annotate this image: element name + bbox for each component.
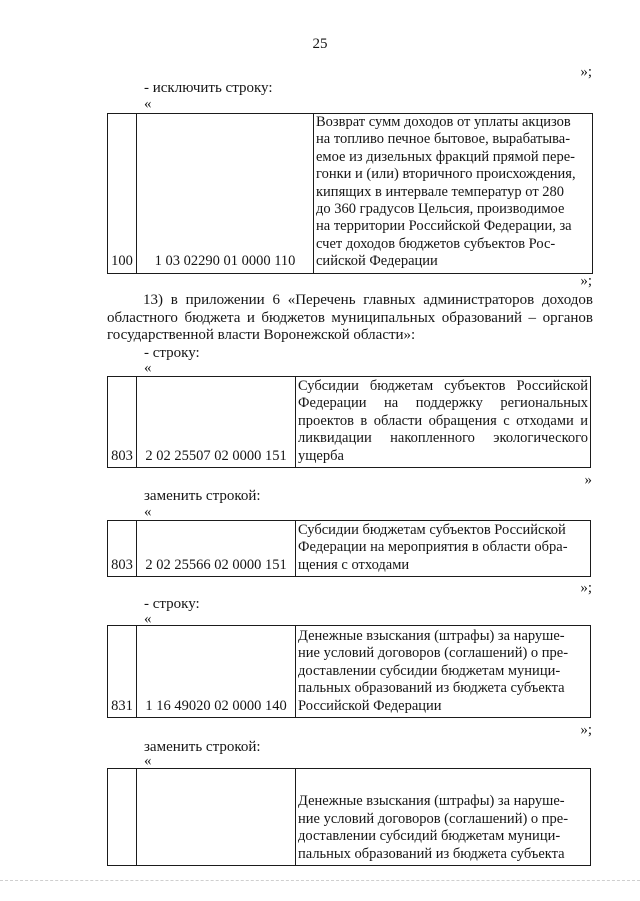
income-name-cell	[296, 521, 591, 577]
cell-text-line: пальных образований из бюджета субъекта	[298, 845, 565, 862]
cell-text-line: проектов в области обращения с отходами и	[298, 412, 588, 429]
cell-text-line: Денежные взыскания (штрафы) за наруше-	[298, 793, 565, 810]
admin-code-cell: 803	[108, 377, 137, 468]
cell-text-line: щения с отходами	[298, 556, 410, 573]
paragraph-line: 13) в приложении 6 «Перечень главных администраторов доходов	[143, 292, 593, 308]
cell-text-line: Федерации на поддержку региональных	[298, 395, 588, 412]
admin-code-cell: 100	[108, 114, 137, 274]
cell-text-line: ние условий договоров (соглашений) о пре-	[298, 645, 569, 662]
cell-text-line: Возврат сумм доходов от уплаты акцизов	[316, 114, 571, 130]
closing-quote: »;	[580, 722, 592, 738]
cell-text-line: счет доходов бюджетов субъектов Рос-	[316, 235, 556, 252]
cell-text-line: Денежные взыскания (штрафы) за наруше-	[298, 627, 565, 644]
line-label: - строку:	[144, 345, 200, 361]
cell-text-line: доставлении субсидий бюджетам муници-	[298, 828, 561, 845]
cell-text-line: пальных образований из бюджета субъекта	[298, 680, 565, 697]
kbk-code-cell: 1 16 49020 02 0000 140	[137, 626, 296, 718]
opening-quote: «	[144, 753, 152, 769]
opening-quote: «	[144, 360, 152, 376]
cell-text-line: Субсидии бюджетам субъектов Российской	[298, 521, 566, 538]
scan-edge-divider	[0, 880, 640, 881]
cell-text-line: доставлении субсидии бюджетам муници-	[298, 662, 561, 679]
income-name-cell	[314, 114, 593, 274]
replace-line-label: заменить строкой:	[144, 739, 261, 755]
kbk-code-cell: 2 02 25566 02 0000 151	[137, 521, 296, 577]
paragraph-line: областного бюджета и бюджетов муниципальных образований – органов	[107, 309, 593, 326]
cell-text-line: Федерации на мероприятия в области обра-	[298, 539, 568, 556]
admin-code-cell	[108, 769, 137, 866]
table-row	[107, 376, 591, 468]
opening-quote: «	[144, 504, 152, 520]
admin-code-cell: 831	[108, 626, 137, 718]
cell-text-line: ликвидации накопленного экологического	[298, 430, 588, 447]
page-number: 25	[312, 36, 328, 52]
income-name-cell	[296, 769, 591, 866]
table-row	[107, 520, 591, 577]
opening-quote: «	[144, 611, 152, 627]
cell-text-line: ние условий договоров (соглашений) о пре-	[298, 810, 569, 827]
income-name-cell	[296, 377, 591, 468]
table-row	[107, 625, 591, 718]
cell-text-line: сийской Федерации	[316, 253, 438, 270]
exclude-line-label: - исключить строку:	[144, 80, 273, 96]
table-row	[107, 113, 593, 274]
income-name-cell	[296, 626, 591, 718]
cell-text-line: до 360 градусов Цельсия, производимое	[316, 201, 565, 218]
line-label: - строку:	[144, 596, 200, 612]
cell-text-line: на топливо печное бытовое, вырабатыва-	[316, 131, 571, 148]
closing-quote: »;	[580, 273, 592, 289]
cell-text-line: Российской Федерации	[298, 697, 442, 714]
kbk-code-cell	[137, 769, 296, 866]
cell-text-line: гонки и (или) вторичного происхождения,	[316, 166, 576, 183]
paragraph-line: государственной власти Воронежской области»:	[107, 327, 416, 343]
kbk-code-cell: 1 03 02290 01 0000 110	[137, 114, 314, 274]
cell-text-line: Субсидии бюджетам субъектов Российской	[298, 377, 588, 394]
closing-quote: »	[584, 472, 592, 488]
cell-text-line: кипящих в интервале температур от 280	[316, 183, 565, 200]
cell-text-line: емое из дизельных фракций прямой пере-	[316, 148, 575, 165]
cell-text-line: ущерба	[298, 447, 344, 464]
paragraph-13	[107, 292, 593, 345]
closing-quote: »;	[580, 580, 592, 596]
replace-line-label: заменить строкой:	[144, 488, 261, 504]
admin-code-cell: 803	[108, 521, 137, 577]
kbk-code-cell: 2 02 25507 02 0000 151	[137, 377, 296, 468]
cell-text-line: на территории Российской Федерации, за	[316, 218, 572, 235]
table-row	[107, 768, 591, 866]
opening-quote: «	[144, 96, 152, 112]
closing-quote: »;	[580, 64, 592, 80]
